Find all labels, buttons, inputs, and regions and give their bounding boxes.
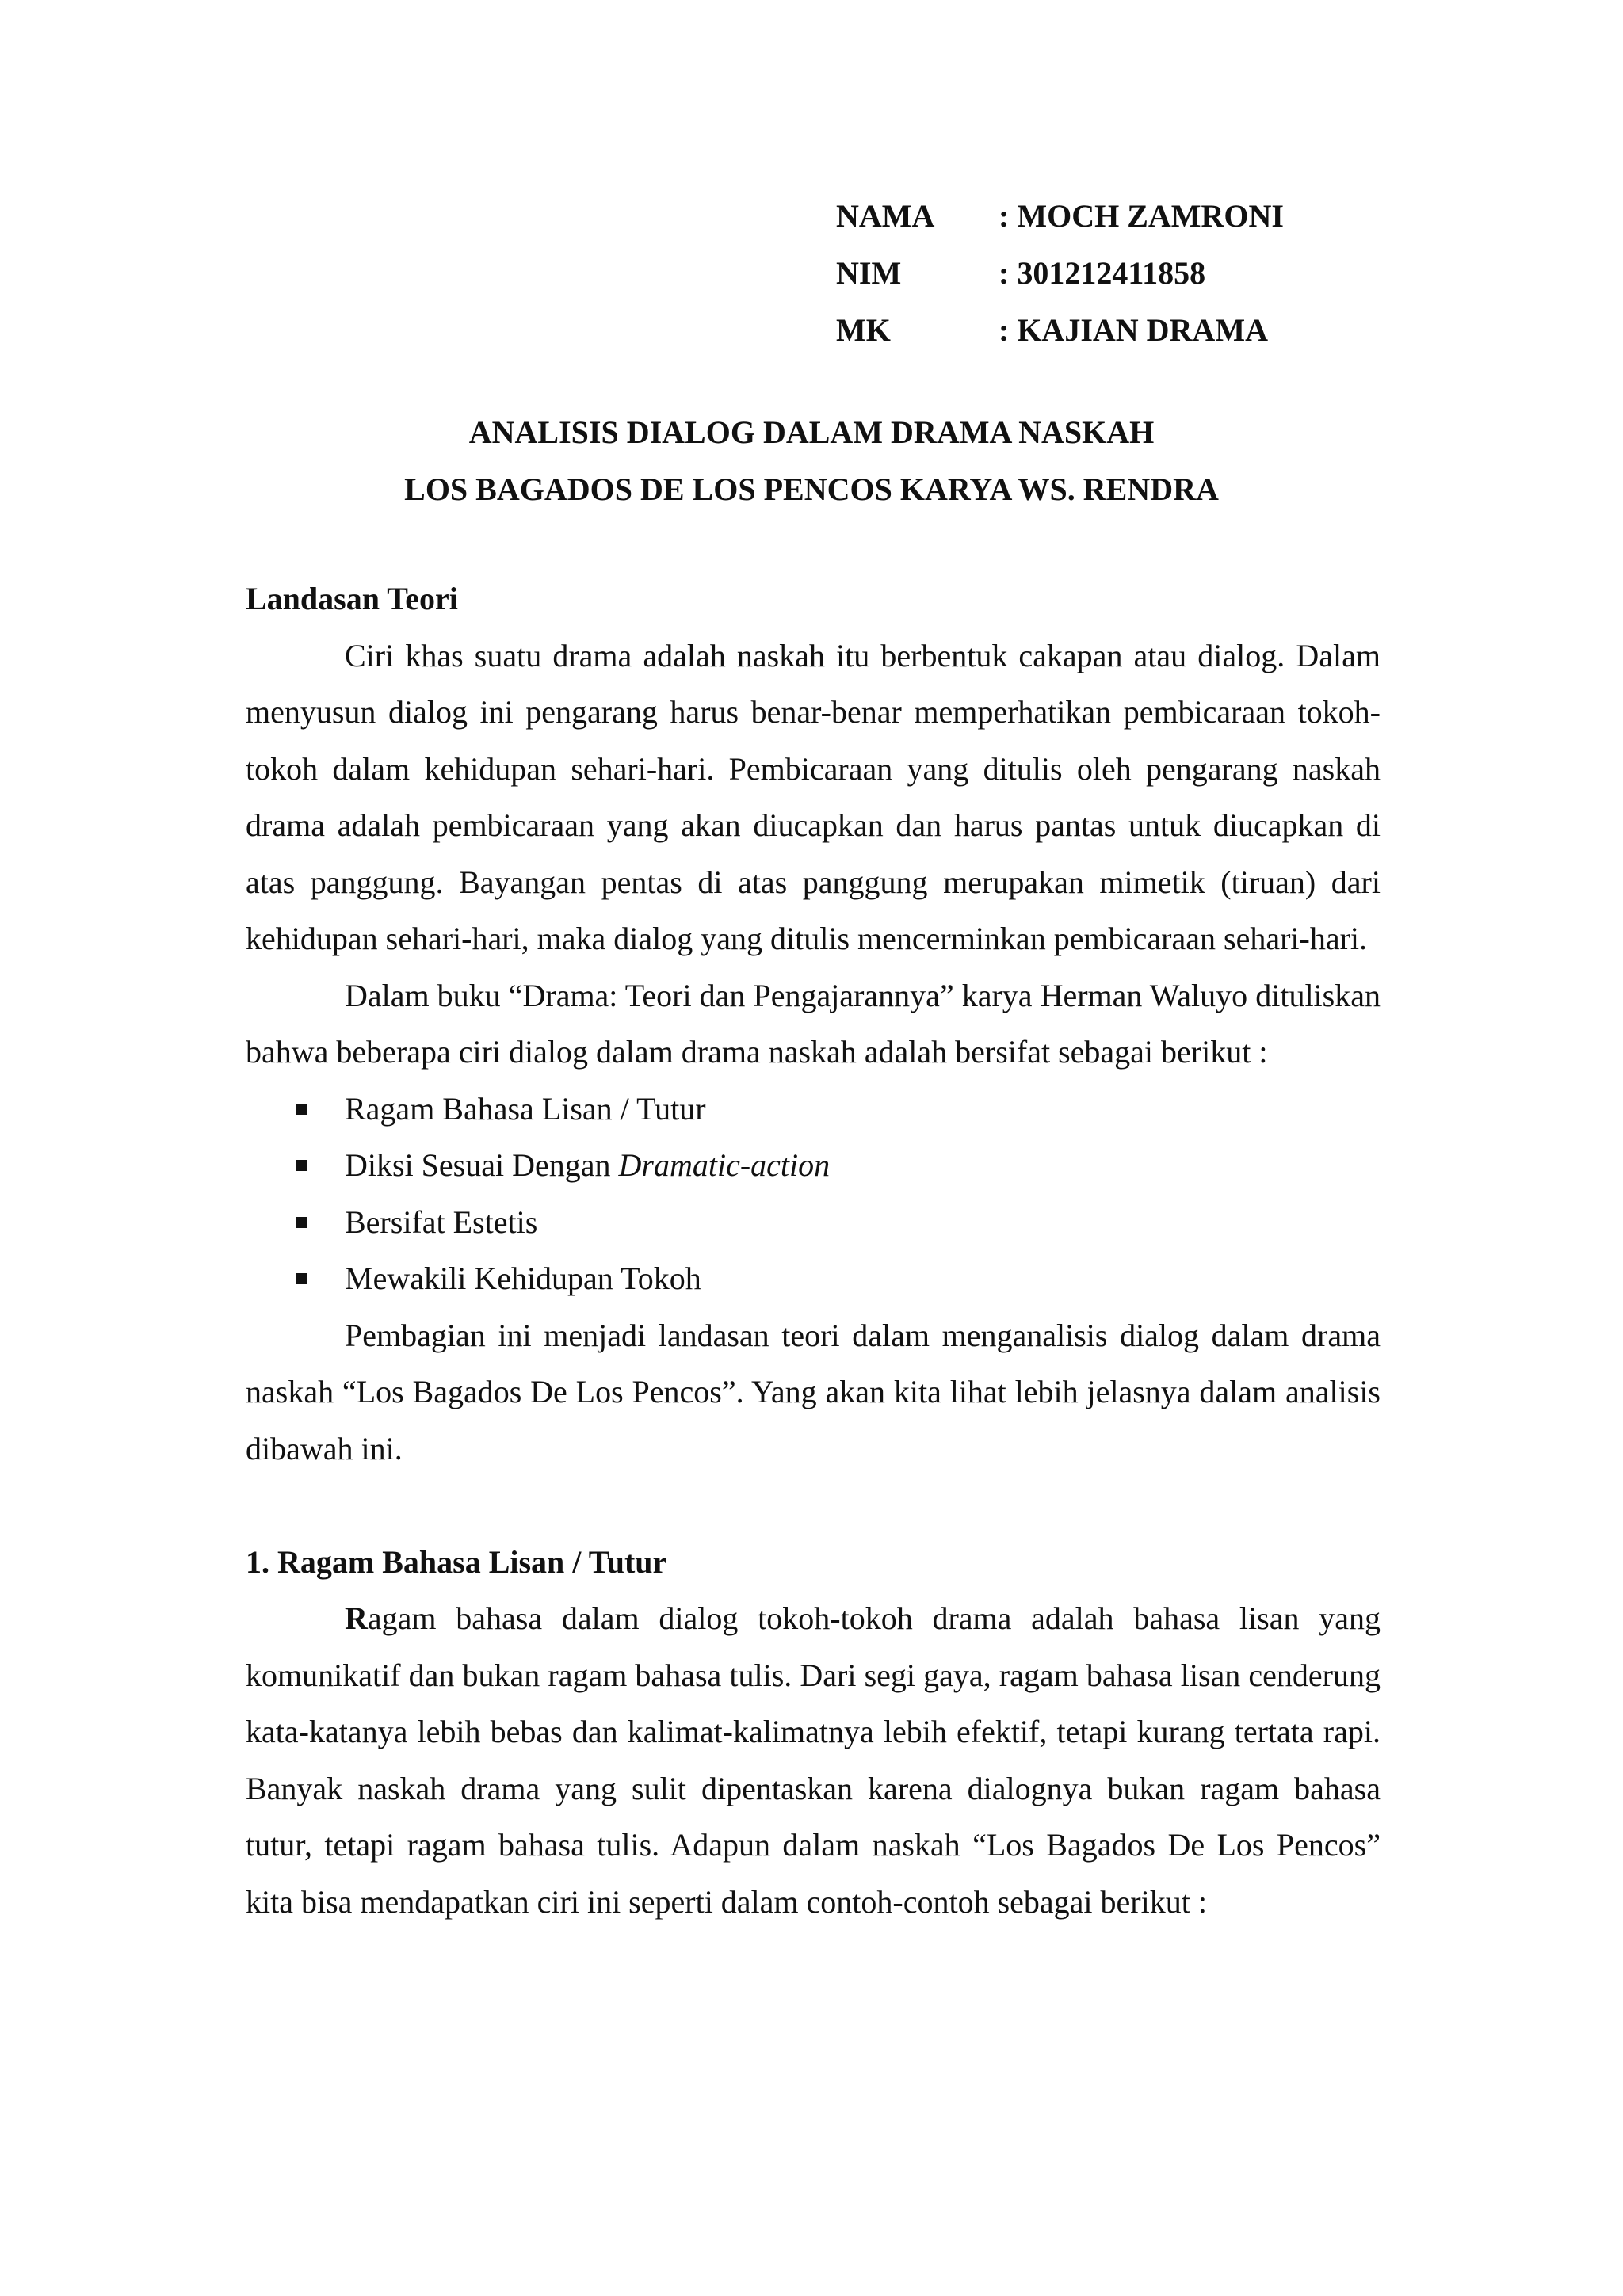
bullet-text: Bersifat Estetis <box>345 1203 538 1240</box>
info-value: : KAJIAN DRAMA <box>999 312 1268 348</box>
paragraph-text: agam bahasa dalam dialog tokoh-tokoh drama adalah bahasa lisan yang komunikatif dan bukan ragam bahasa tulis. Dari segi gaya, ragam bahasa lisan cenderung kata-katanya lebih bebas dan kalimat-kalimatnya lebih efektif, tetapi kurang tertata rapi. Banyak naskah drama yang sulit dipentaskan karena dialognya bukan ragam bahasa tutur, tetapi ragam bahasa tulis. Adapun dalam naskah “Los Bagados De Los Pencos” kita bisa mendapatkan ciri ini seperti dalam contoh-contoh sebagai berikut : <box>246 1600 1381 1920</box>
paragraph: Dalam buku “Drama: Teori dan Pengajarannya” karya Herman Waluyo dituliskan bahwa beberapa ciri dialog dalam drama naskah adalah bersifat sebagai berikut : <box>246 977 1381 1070</box>
bullet-item <box>246 1137 1381 1194</box>
square-bullet-icon <box>296 1160 307 1171</box>
bullet-item <box>246 1081 1381 1138</box>
title-line-1: ANALISIS DIALOG DALAM DRAMA NASKAH <box>468 414 1155 450</box>
bullet-text: Mewakili Kehidupan Tokoh <box>345 1261 701 1296</box>
title-line-2: LOS BAGADOS DE LOS PENCOS KARYA WS. RENDRA <box>404 471 1219 507</box>
square-bullet-icon <box>296 1217 307 1228</box>
bullet-emphasis: Dramatic-action <box>618 1147 831 1183</box>
info-value: : 301212411858 <box>999 255 1206 291</box>
info-row-mk <box>836 308 1284 365</box>
info-label: NAMA <box>836 198 935 234</box>
info-row-nama <box>836 194 1284 251</box>
section-heading-landasan-teori: Landasan Teori <box>246 581 458 616</box>
paragraph: Ciri khas suatu drama adalah naskah itu berbentuk cakapan atau dialog. Dalam menyusun dialog ini pengarang harus benar-benar memperhatikan pembicaraan tokoh-tokoh dalam kehidupan sehari-hari. Pembicaraan yang ditulis oleh pengarang naskah drama adalah pembicaraan yang akan diucapkan dan harus pantas untuk diucapkan di atas panggung. Bayangan pentas di atas panggung merupakan mimetik (tiruan) dari kehidupan sehari-hari, maka dialog yang ditulis mencerminkan pembicaraan sehari-hari. <box>246 637 1381 956</box>
bullet-item <box>246 1250 1381 1307</box>
square-bullet-icon <box>296 1104 307 1115</box>
student-info <box>836 194 1284 365</box>
section-heading-ragam-bahasa: 1. Ragam Bahasa Lisan / Tutur <box>246 1543 667 1580</box>
info-value: : MOCH ZAMRONI <box>999 198 1284 234</box>
square-bullet-icon <box>296 1273 307 1284</box>
bold-initial: R <box>345 1600 368 1636</box>
bullet-list <box>246 1081 1381 1307</box>
spacer <box>246 1477 1381 1534</box>
bullet-text: Diksi Sesuai Dengan <box>345 1147 619 1183</box>
paragraph <box>246 1590 1381 1930</box>
bullet-item <box>246 1194 1381 1251</box>
document-title <box>0 404 1623 518</box>
document-body <box>246 570 1381 1930</box>
info-label: MK <box>836 312 891 348</box>
paragraph: Pembagian ini menjadi landasan teori dalam menganalisis dialog dalam drama naskah “Los Bagados De Los Pencos”. Yang akan kita lihat lebih jelasnya dalam analisis dibawah ini. <box>246 1317 1381 1466</box>
info-row-nim <box>836 251 1284 308</box>
bullet-text: Ragam Bahasa Lisan / Tutur <box>345 1090 706 1127</box>
info-label: NIM <box>836 255 902 291</box>
